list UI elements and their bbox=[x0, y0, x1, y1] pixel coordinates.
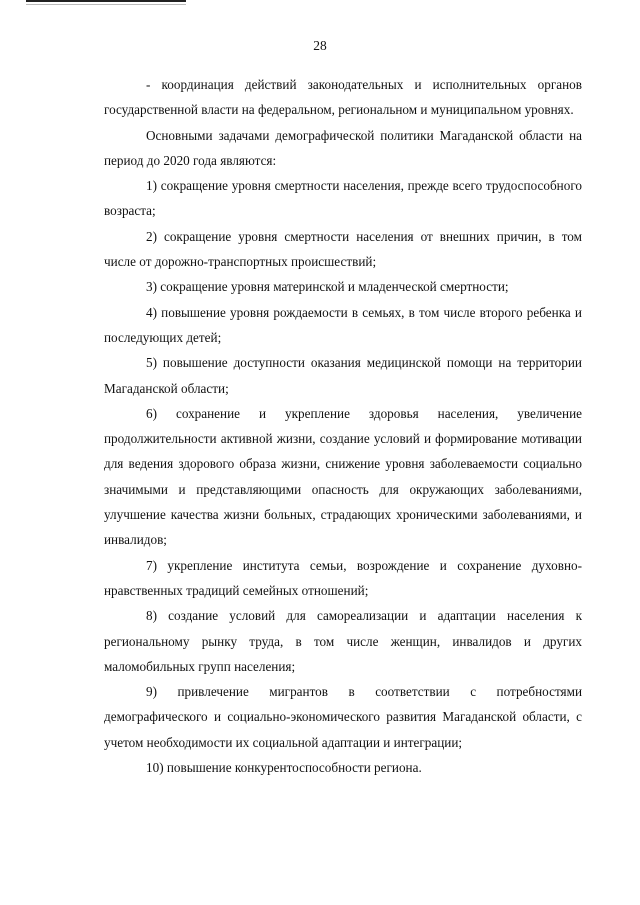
list-item-1: 1) сокращение уровня смертности населения, прежде всего трудоспособного возраста; bbox=[104, 178, 582, 219]
paragraph-coordination: - координация действий законодательных и исполнительных органов государственной власти на федеральном, региональном и муниципальном уровнях. bbox=[104, 77, 582, 118]
list-item-8: 8) создание условий для самореализации и адаптации населения к региональному рынку труда, в том числе женщин, инвалидов и других маломобильных групп населения; bbox=[104, 608, 582, 674]
list-item-6: 6) сохранение и укрепление здоровья населения, увеличение продолжительности активной жизни, создание условий и формирование мотивации для ведения здорового образа жизни, снижение уровня заболеваемости социально значимыми и представляющими опасность для окружающих заболеваниями, улучшение качества жизни больных, страдающих хроническими заболеваниями, и инвалидов; bbox=[104, 405, 582, 548]
list-item-2: 2) сокращение уровня смертности населения от внешних причин, в том числе от дорожно-транспортных происшествий; bbox=[104, 228, 582, 270]
header-rule bbox=[26, 0, 186, 2]
list-item-9: 9) привлечение мигрантов в соответствии с потребностями демографического и социально-экономического развития Магаданской области, с учетом необходимости их социальной адаптации и интеграции; bbox=[104, 684, 582, 750]
list-item-5: 5) повышение доступности оказания медицинской помощи на территории Магаданской области; bbox=[104, 355, 582, 396]
list-item-10: 10) повышение конкурентоспособности региона. bbox=[146, 760, 422, 776]
list-item-4: 4) повышение уровня рождаемости в семьях, в том числе второго ребенка и последующих детей; bbox=[104, 304, 582, 345]
list-item-3: 3) сокращение уровня материнской и младенческой смертности; bbox=[146, 279, 509, 295]
list-item-7: 7) укрепление института семьи, возрождение и сохранение духовно-нравственных традиций семейных отношений; bbox=[104, 557, 582, 598]
page-number: 28 bbox=[313, 38, 327, 53]
document-body bbox=[104, 72, 582, 780]
paragraph-tasks-intro: Основными задачами демографической политики Магаданской области на период до 2020 года являются: bbox=[104, 127, 582, 168]
header-rule-thin bbox=[26, 4, 186, 5]
